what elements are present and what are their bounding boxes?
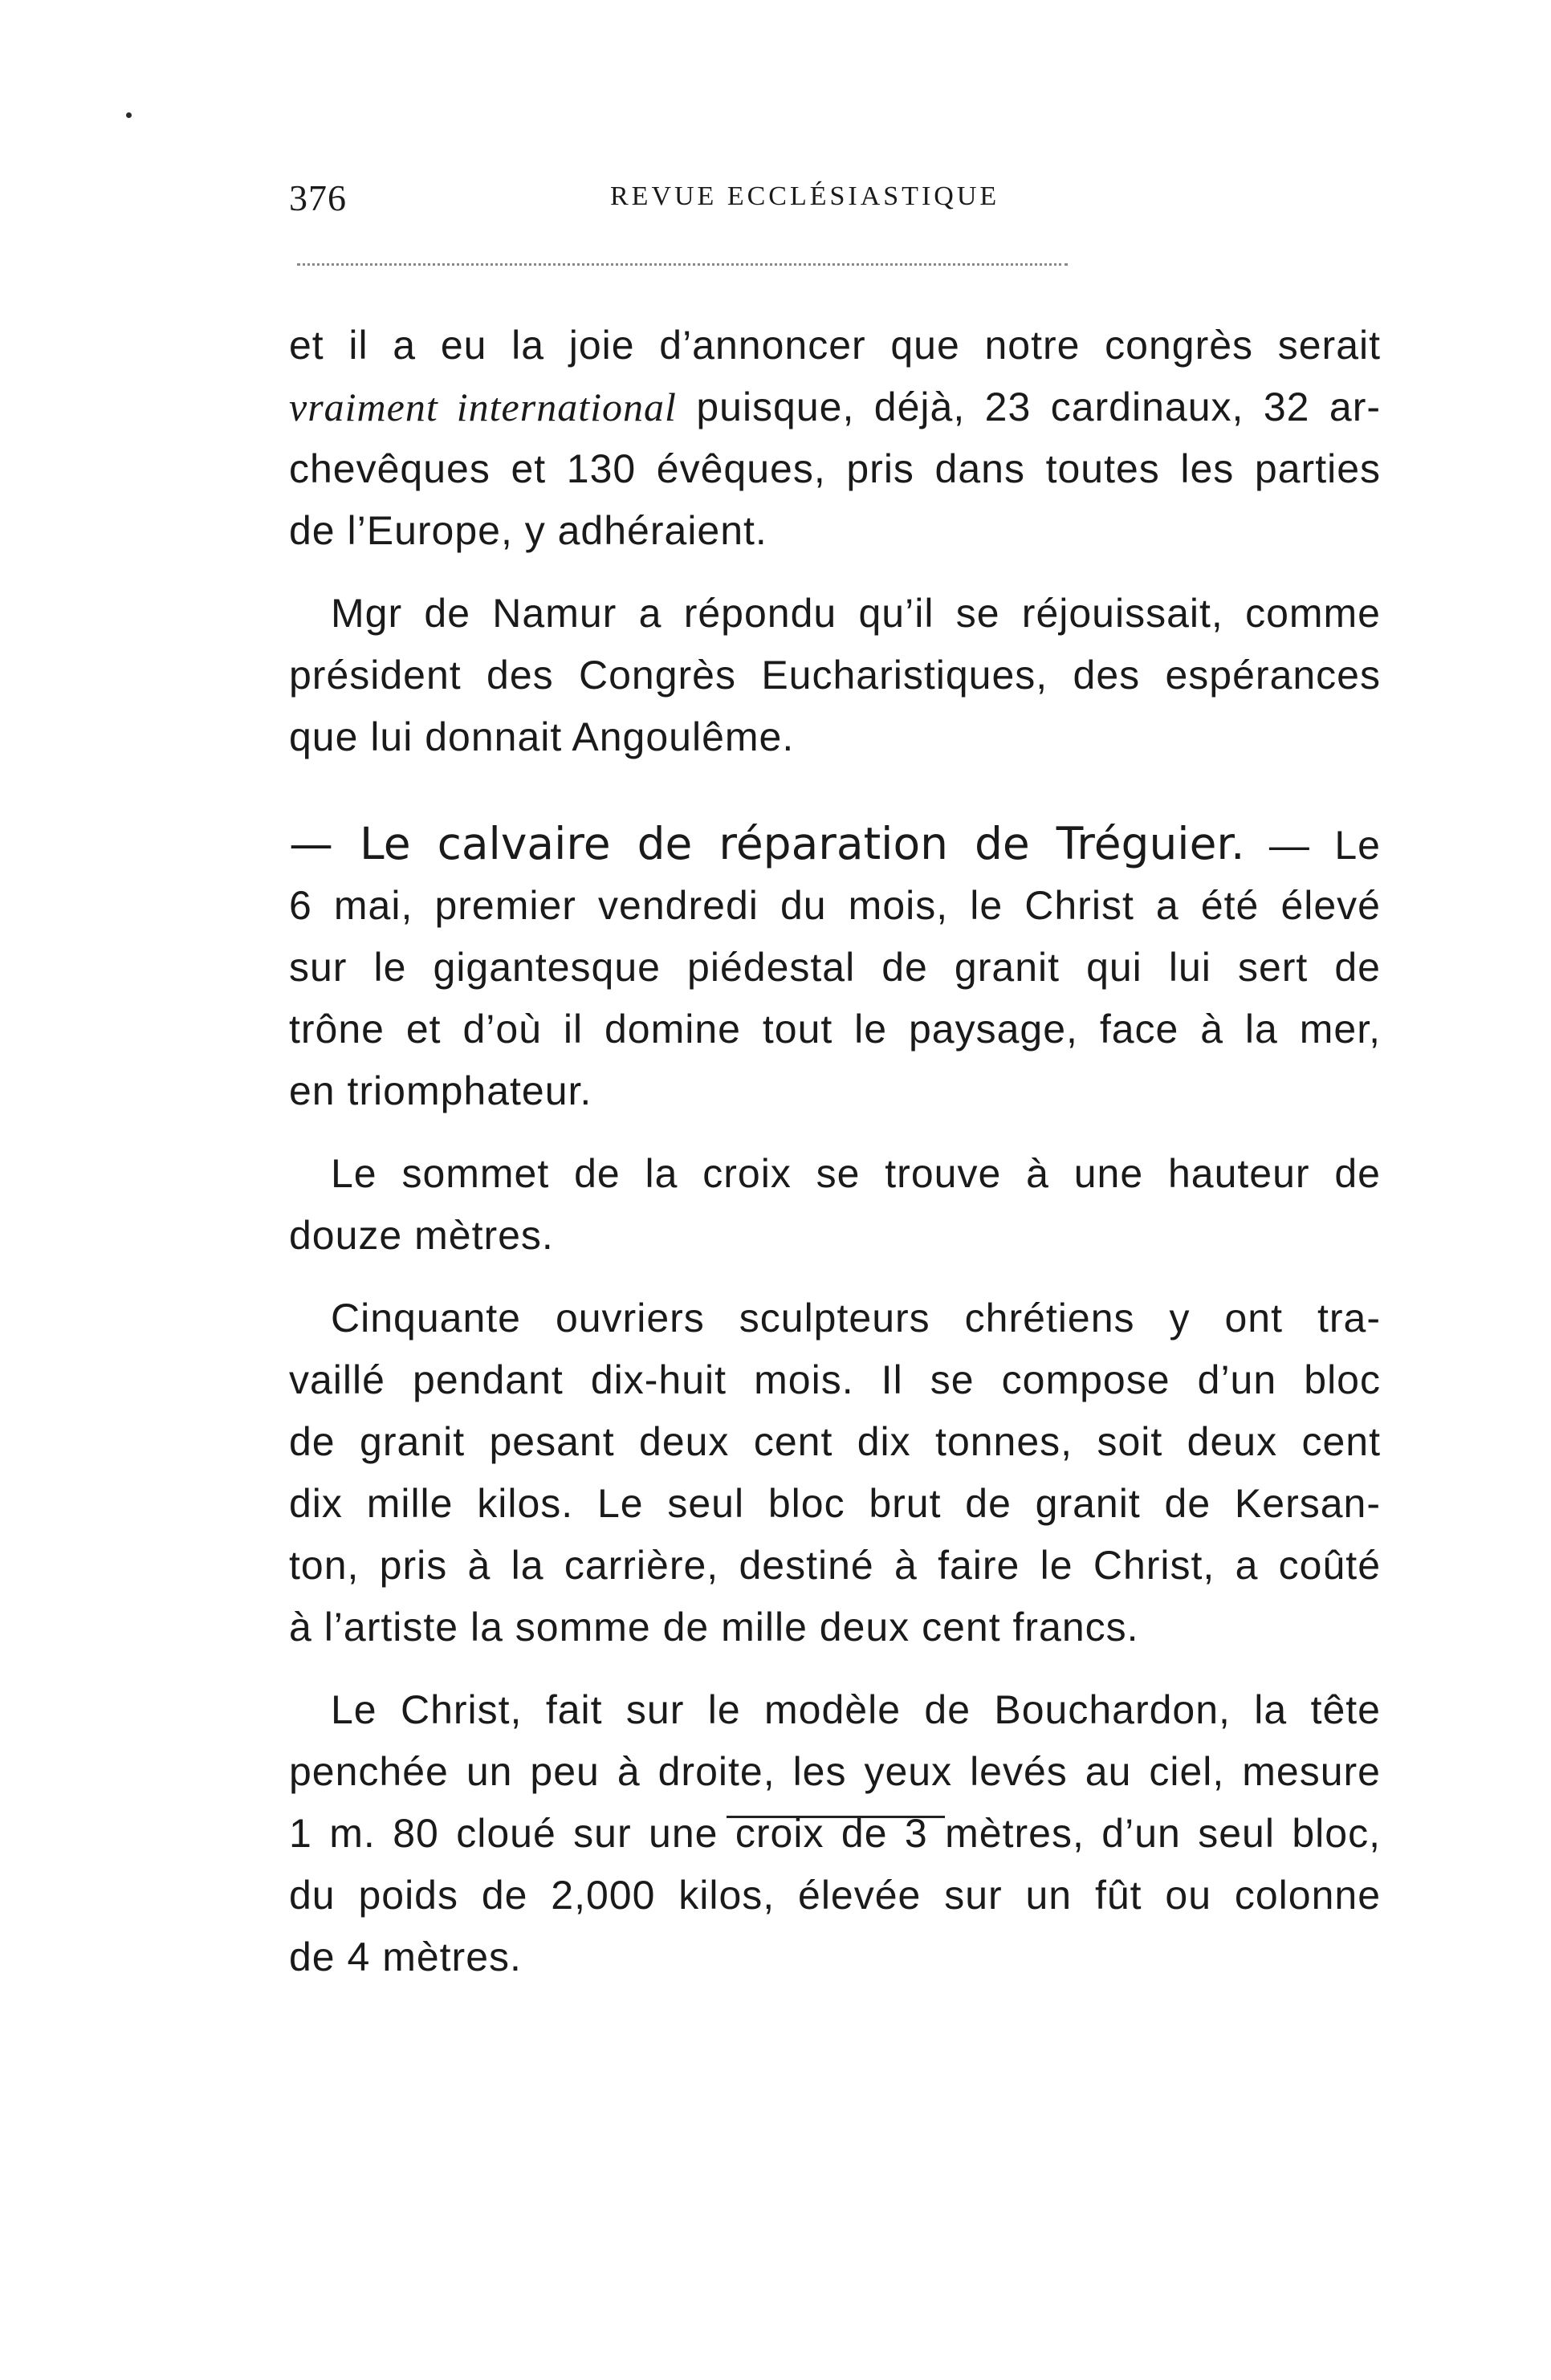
text-line: 1 m. 80 cloué sur une croix de 3 mètres, d’un seul bloc,: [289, 1811, 1381, 1856]
text-line: Cinquante ouvriers sculpteurs chrétiens y ont tra-: [331, 1296, 1381, 1341]
text-line: que lui donnait Angoulême.: [289, 714, 795, 759]
text-line: de granit pesant deux cent dix tonnes, soit deux cent: [289, 1419, 1381, 1464]
text-line: penchée un peu à droite, les yeux levés au ciel, mesure: [289, 1749, 1381, 1794]
text-line: douze mètres.: [289, 1213, 554, 1258]
text-line: Le sommet de la croix se trouve à une hauteur de: [331, 1151, 1381, 1196]
text-line: du poids de 2,000 kilos, élevée sur un fût ou colonne: [289, 1873, 1381, 1918]
header-dotted-rule: [297, 263, 1068, 266]
closing-rule: [727, 1816, 945, 1818]
text-line: 6 mai, premier vendredi du mois, le Christ a été élevé: [289, 883, 1381, 928]
text-run: puisque, déjà, 23 cardinaux, 32 ar-: [676, 384, 1381, 429]
text-line: dix mille kilos. Le seul bloc brut de granit de Kersan-: [289, 1481, 1381, 1526]
text-line: à l’artiste la somme de mille deux cent francs.: [289, 1605, 1139, 1650]
text-line: président des Congrès Eucharistiques, des espérances: [289, 653, 1381, 698]
text-line: chevêques et 130 évêques, pris dans toutes les parties: [289, 446, 1381, 491]
text-line: [289, 376, 1381, 438]
text-line: Mgr de Namur a répondu qu’il se réjouissait, comme: [331, 591, 1381, 636]
text-line: sur le gigantesque piédestal de granit qui lui sert de: [289, 945, 1381, 990]
text-line: ton, pris à la carrière, destiné à faire le Christ, a coûté: [289, 1543, 1381, 1588]
text-line: vaillé pendant dix-huit mois. Il se compose d’un bloc: [289, 1357, 1381, 1402]
section-heading: — Le calvaire de réparation de Tréguier.: [289, 818, 1245, 869]
paragraph-gap: [289, 562, 1381, 583]
section-gap: [289, 768, 1381, 813]
paragraph-gap: [289, 1267, 1381, 1288]
text-line: et il a eu la joie d’annoncer que notre congrès serait: [289, 323, 1381, 368]
text-line: en triomphateur.: [289, 1068, 592, 1113]
italic-phrase: vraiment international: [289, 384, 677, 429]
running-head: [289, 177, 1381, 225]
text-run: — Le: [1244, 823, 1381, 868]
text-line: trône et d’où il domine tout le paysage, face à la mer,: [289, 1007, 1381, 1052]
text-line: de l’Europe, y adhéraient.: [289, 508, 767, 553]
text-line: Le Christ, fait sur le modèle de Bouchardon, la tête: [331, 1687, 1381, 1732]
paragraph-gap: [289, 1122, 1381, 1143]
paragraph-gap: [289, 1658, 1381, 1679]
journal-title: REVUE ECCLÉSIASTIQUE: [610, 181, 1000, 211]
section-heading-line: [289, 813, 1381, 875]
page-number: 376: [289, 177, 347, 218]
article-text: [289, 315, 1381, 1988]
ink-speck: [126, 112, 132, 118]
text-line: de 4 mètres.: [289, 1935, 522, 1979]
